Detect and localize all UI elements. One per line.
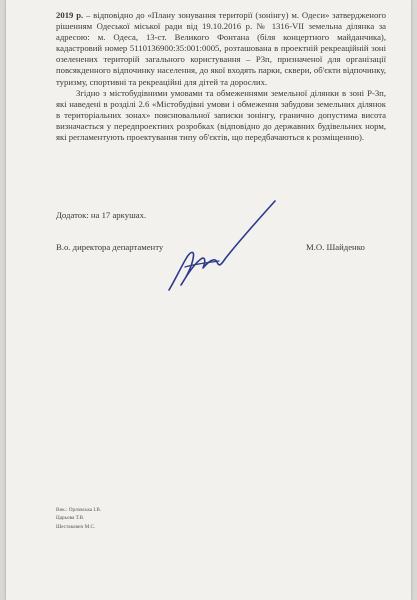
handwritten-signature bbox=[161, 195, 281, 305]
executor-line: Царьова Т.В. bbox=[56, 515, 85, 522]
paragraph-zoning-text: – відповідно до «Плану зонування території (зонінгу) м. Одеси» затвердженого рішенням Одеської міської ради від 19.10.2016 р. № 1316-VII земельна ділянка за адресою: м. Одеса, 13-ст. Великого Фонтана (біля концертного майданчика), кадастровий номер 5110136900:35:001:0005, розташована в проектній рекреаційній зоні озеленених територій загального користування – Р3п, призначеної для організації повсякденного відпочинку населення, до якої входять парки, сквери, об'єкти відпочинку, туризму, спортивні та рекреаційні для дітей та дорослих. bbox=[56, 10, 386, 87]
executor-line: Шестакович М.С. bbox=[56, 523, 96, 530]
year-label: 2019 р. bbox=[56, 10, 84, 20]
letter-body bbox=[56, 10, 386, 143]
document-page bbox=[6, 0, 411, 600]
attachment-note: Додаток: на 17 аркушах. bbox=[56, 210, 147, 220]
executors-list bbox=[56, 506, 101, 531]
paragraph-restrictions: Згідно з містобудівними умовами та обмеженнями земельної ділянки в зоні Р-3п, які наведені в розділі 2.6 «Містобудівні умови і обмеження забудови земельних ділянок в територіальних зонах» пояснювальної записки зонінгу, гранично допустима висота визначається у передпроектних розробках (відповідно до державних будівельних норм, які регламентують проектування типу об'єктів, що передбачаються к розміщенню). bbox=[56, 87, 386, 143]
signer-title: В.о. директора департаменту bbox=[56, 242, 164, 252]
executor-line: Вик.: Орловська І.В. bbox=[56, 507, 102, 513]
paragraph-zoning bbox=[56, 10, 386, 88]
signer-name: М.О. Шайденко bbox=[306, 242, 365, 252]
